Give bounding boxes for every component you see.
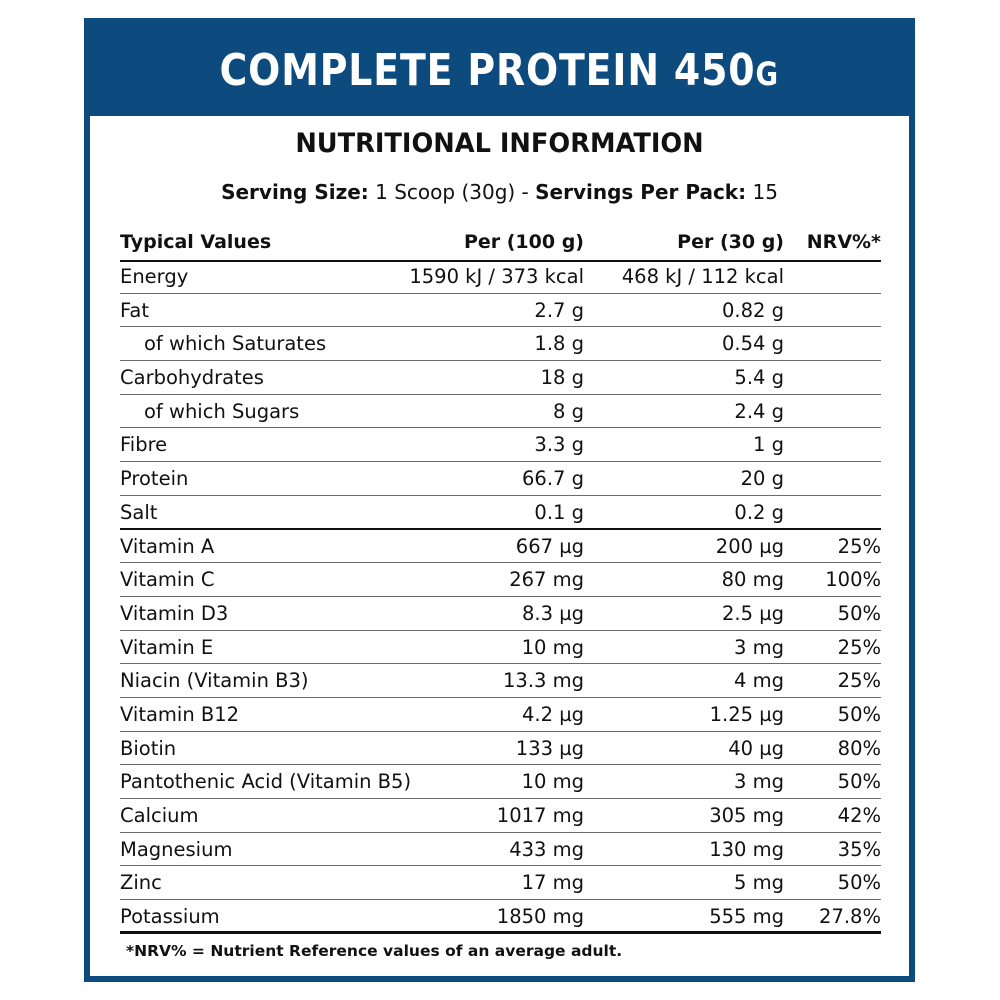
value-per-100g: 667 µg xyxy=(515,534,584,558)
value-nrv: 50% xyxy=(837,770,881,794)
serving-size-label: Serving Size: xyxy=(221,180,369,204)
value-per-100g: 10 mg xyxy=(521,770,584,794)
nutrient-name: Carbohydrates xyxy=(120,366,264,390)
nutrient-name: Pantothenic Acid (Vitamin B5) xyxy=(120,770,412,794)
value-per-100g: 433 mg xyxy=(509,837,584,861)
value-per-30g: 20 g xyxy=(740,467,784,491)
nutrient-name: Potassium xyxy=(120,905,220,929)
value-per-30g: 2.5 µg xyxy=(722,601,784,625)
nutrient-name: Vitamin A xyxy=(120,534,215,558)
nutrient-name: Niacin (Vitamin B3) xyxy=(120,669,309,693)
value-per-30g: 2.4 g xyxy=(734,399,784,423)
value-nrv: 25% xyxy=(837,669,881,693)
table-row xyxy=(120,698,881,732)
header-typical-values: Typical Values xyxy=(120,231,272,253)
table-row xyxy=(120,631,881,665)
value-per-30g: 3 mg xyxy=(734,635,784,659)
value-per-100g: 1.8 g xyxy=(534,332,584,356)
header-nrv: NRV%* xyxy=(806,231,881,253)
value-per-30g: 5 mg xyxy=(734,871,784,895)
table-row xyxy=(120,496,881,530)
value-per-100g: 4.2 µg xyxy=(522,702,584,726)
value-per-100g: 133 µg xyxy=(515,736,584,760)
table-row xyxy=(120,428,881,462)
value-per-30g: 305 mg xyxy=(709,804,784,827)
product-title: COMPLETE PROTEIN 450G xyxy=(219,44,780,96)
table-row xyxy=(120,664,881,698)
table-header-row xyxy=(120,226,881,260)
value-per-30g: 3 mg xyxy=(734,770,784,794)
header-per-100g: Per (100 g) xyxy=(463,231,584,253)
value-per-100g: 1850 mg xyxy=(496,905,584,929)
value-nrv: 25% xyxy=(837,534,881,558)
value-nrv: 80% xyxy=(837,736,881,760)
servings-per-pack-value: 15 xyxy=(746,180,778,204)
value-per-30g: 0.54 g xyxy=(722,332,784,356)
servings-per-pack-label: Servings Per Pack: xyxy=(535,180,747,204)
nutrient-name: Vitamin D3 xyxy=(120,601,229,625)
value-per-30g: 1 g xyxy=(753,433,784,457)
table-row xyxy=(120,395,881,429)
value-nrv: 27.8% xyxy=(819,905,881,929)
nutrient-name: of which Saturates xyxy=(144,332,327,356)
value-nrv: 50% xyxy=(837,601,881,625)
table-row xyxy=(120,327,881,361)
table-row xyxy=(120,732,881,766)
nutrient-name: Protein xyxy=(120,467,189,491)
value-nrv: 35% xyxy=(837,837,881,861)
value-nrv: 100% xyxy=(825,568,881,592)
value-per-30g: 4 mg xyxy=(734,669,784,693)
value-per-100g: 267 mg xyxy=(509,568,584,592)
table-row xyxy=(120,866,881,900)
value-per-100g: 10 mg xyxy=(521,635,584,659)
value-nrv: 50% xyxy=(837,871,881,895)
nutrient-name: Fibre xyxy=(120,433,168,457)
nutrient-name: Vitamin E xyxy=(120,635,214,659)
value-nrv: 42% xyxy=(837,804,881,827)
table-row xyxy=(120,530,881,564)
value-per-30g: 555 mg xyxy=(709,905,784,929)
nutrient-name: Fat xyxy=(120,298,150,322)
table-body xyxy=(120,260,881,934)
nutrient-name: Biotin xyxy=(120,736,177,760)
value-per-100g: 13.3 mg xyxy=(503,669,584,693)
table-row xyxy=(120,260,881,294)
nutrient-name: Magnesium xyxy=(120,837,233,861)
value-per-30g: 0.2 g xyxy=(734,500,784,524)
value-per-30g: 40 µg xyxy=(728,736,784,760)
value-per-30g: 1.25 µg xyxy=(709,702,784,726)
table-row xyxy=(120,597,881,631)
value-per-30g: 5.4 g xyxy=(734,366,784,390)
value-nrv: 50% xyxy=(837,702,881,726)
value-per-30g: 468 kJ / 112 kcal xyxy=(621,265,784,288)
value-per-100g: 8.3 µg xyxy=(522,601,584,625)
table-row xyxy=(120,563,881,597)
table-row xyxy=(120,294,881,328)
value-per-30g: 80 mg xyxy=(721,568,784,592)
value-per-30g: 0.82 g xyxy=(722,298,784,322)
nutrition-table xyxy=(120,226,881,934)
value-per-100g: 0.1 g xyxy=(534,500,584,524)
value-per-30g: 130 mg xyxy=(709,837,784,861)
value-per-100g: 3.3 g xyxy=(534,433,584,457)
nutrient-name: Salt xyxy=(120,500,158,524)
value-per-100g: 66.7 g xyxy=(522,467,584,491)
nutrition-heading: NUTRITIONAL INFORMATION xyxy=(295,128,704,159)
nutrition-panel xyxy=(84,18,915,982)
nutrient-name: Energy xyxy=(120,265,189,288)
value-per-100g: 18 g xyxy=(540,366,584,390)
table-row xyxy=(120,462,881,496)
nutrient-name: Calcium xyxy=(120,804,199,827)
nutrient-name: Zinc xyxy=(120,871,162,895)
header-per-30g: Per (30 g) xyxy=(677,231,784,253)
value-per-30g: 200 µg xyxy=(715,534,784,558)
serving-size-value: 1 Scoop (30g) - xyxy=(368,180,536,204)
product-title-unit: G xyxy=(755,54,780,93)
value-per-100g: 2.7 g xyxy=(534,298,584,322)
table-row xyxy=(120,833,881,867)
value-per-100g: 8 g xyxy=(553,399,584,423)
table-row xyxy=(120,361,881,395)
table-row xyxy=(120,900,881,934)
value-nrv: 25% xyxy=(837,635,881,659)
serving-info xyxy=(90,180,909,204)
table-row xyxy=(120,765,881,799)
nutrient-name: Vitamin C xyxy=(120,568,215,592)
nrv-footnote: *NRV% = Nutrient Reference values of an average adult. xyxy=(126,942,623,960)
product-banner xyxy=(90,24,909,116)
value-per-100g: 17 mg xyxy=(521,871,584,895)
value-per-100g: 1017 mg xyxy=(496,804,584,827)
value-per-100g: 1590 kJ / 373 kcal xyxy=(409,265,584,288)
nutrient-name: of which Sugars xyxy=(144,399,300,423)
nutrient-name: Vitamin B12 xyxy=(120,702,240,726)
table-row xyxy=(120,799,881,833)
